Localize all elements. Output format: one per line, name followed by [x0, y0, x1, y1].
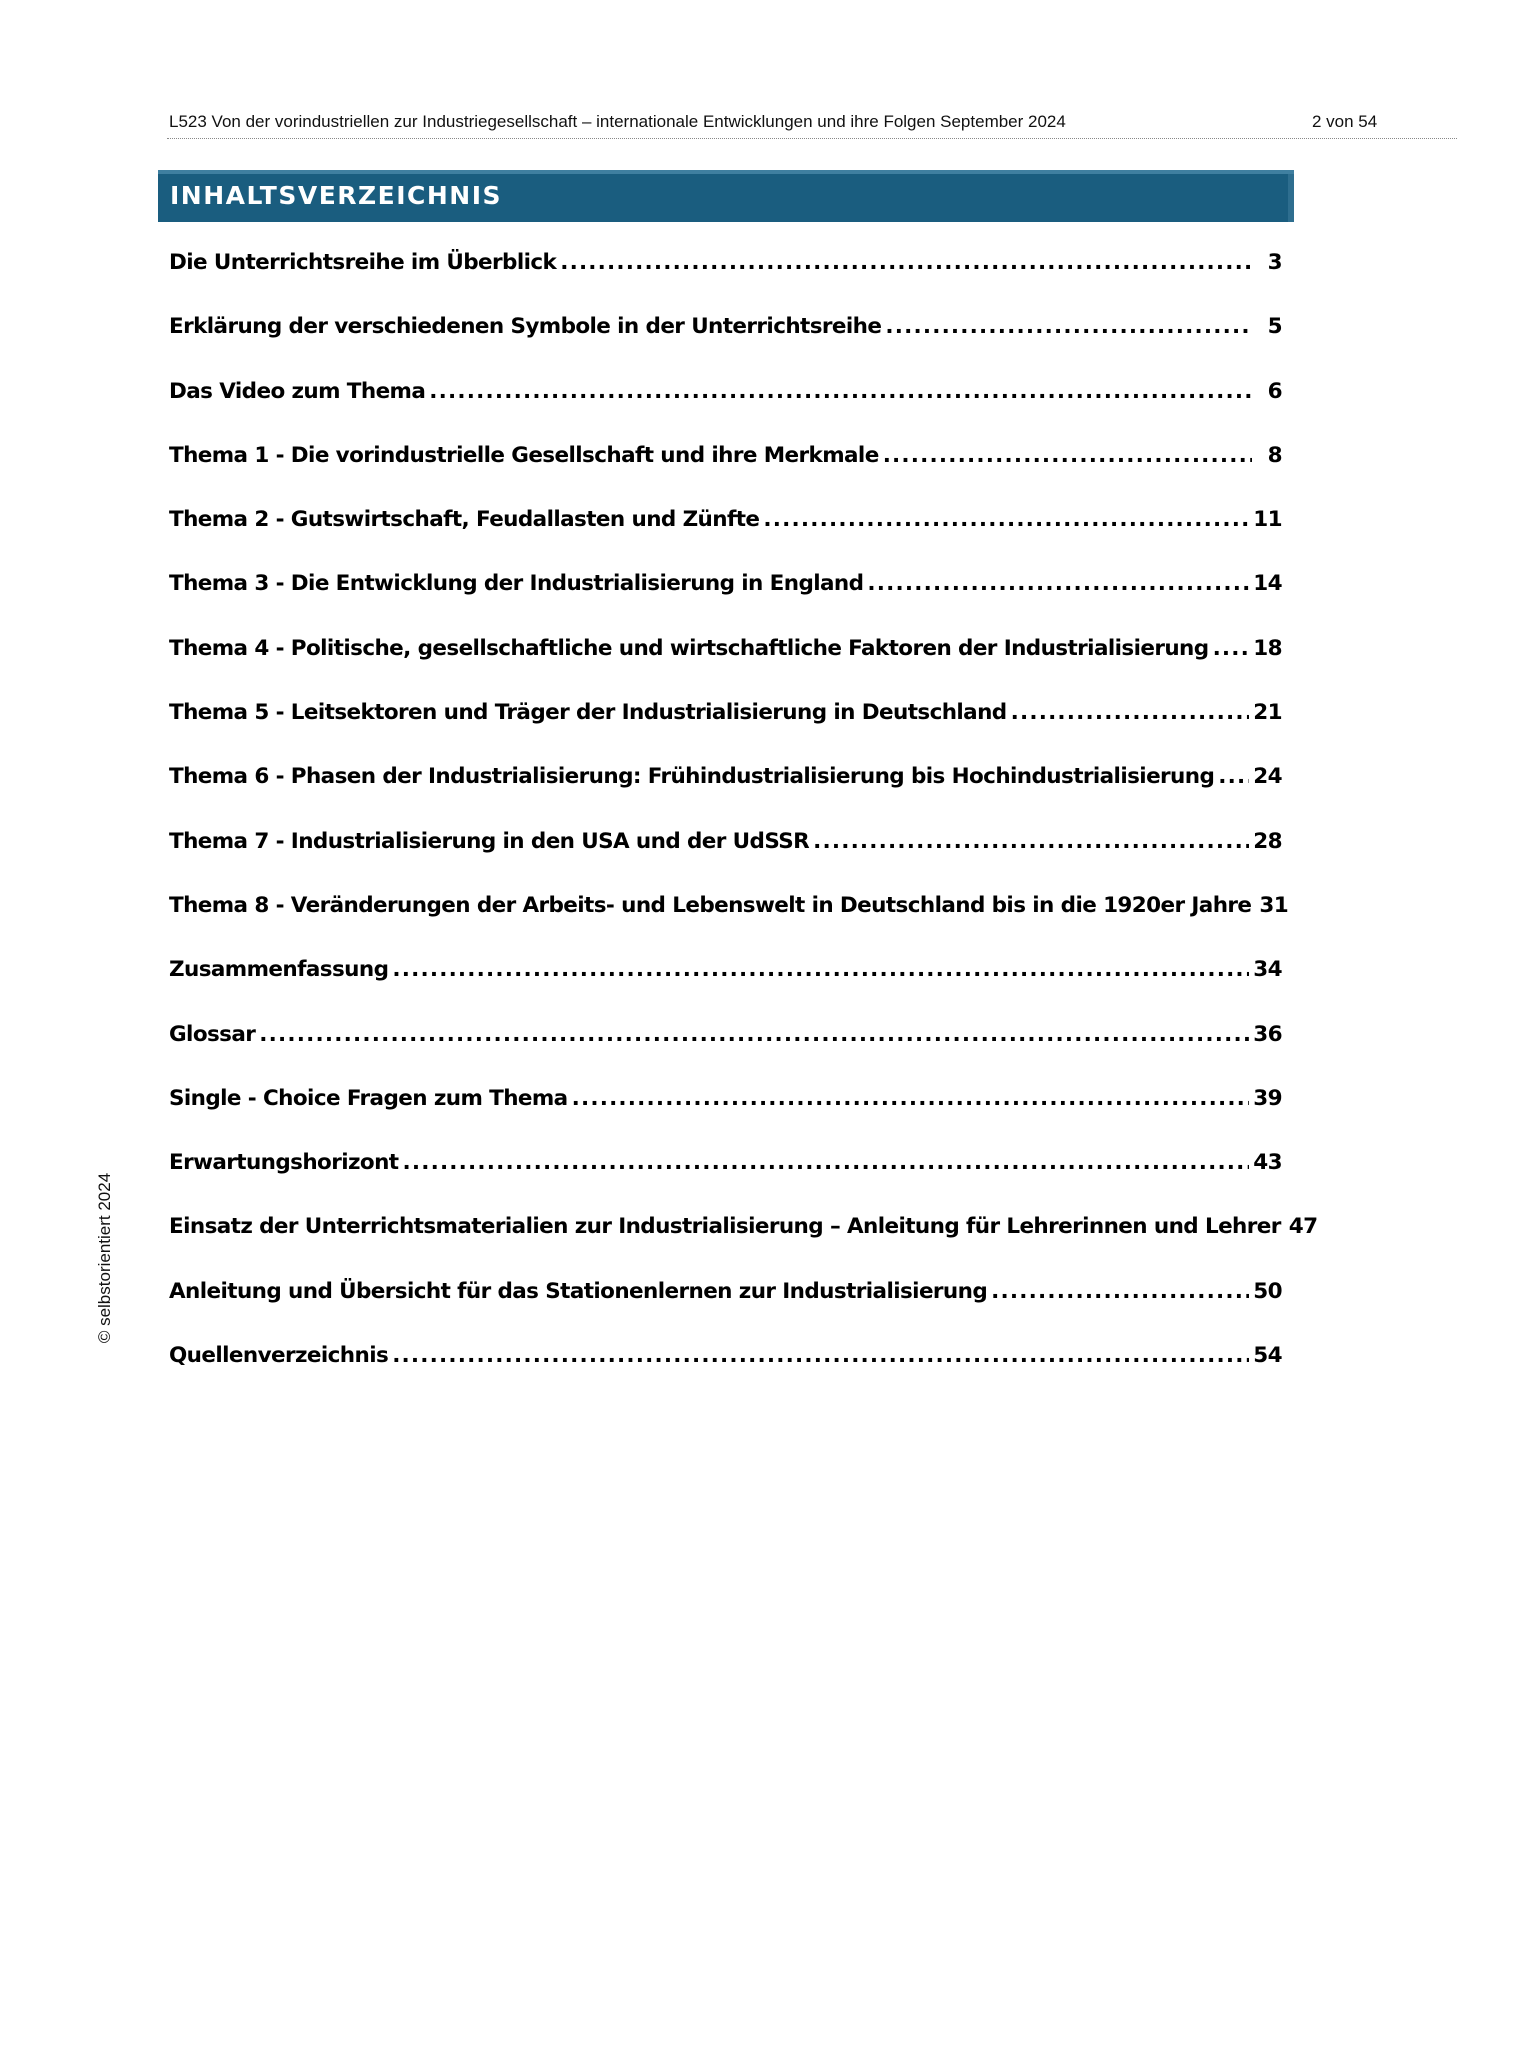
copyright-text: © selbstorientiert 2024 [95, 1172, 114, 1344]
toc-entry-page: 11 [1253, 507, 1282, 533]
toc-entry[interactable] [169, 1279, 1282, 1343]
dot-leader [1011, 700, 1250, 725]
toc-entry-page: 50 [1253, 1278, 1282, 1304]
page-header [167, 110, 1457, 139]
toc-entry-title: Die Unterrichtsreihe im Überblick [169, 250, 557, 275]
toc-entry-page: 39 [1253, 1085, 1282, 1111]
toc-entry[interactable] [169, 636, 1282, 700]
toc-entry[interactable] [169, 1343, 1282, 1407]
toc-entry-page: 54 [1253, 1343, 1282, 1369]
toc-entry-title: Single - Choice Fragen zum Thema [169, 1085, 568, 1111]
toc-entry-title: Thema 4 - Politische, gesellschaftliche und wirtschaftliche Faktoren der Industrialisierung [169, 635, 1209, 661]
dot-leader [1213, 636, 1250, 661]
dot-leader [402, 1150, 1249, 1175]
toc-entry[interactable] [169, 829, 1282, 893]
toc-entry-title: Thema 1 - Die vorindustrielle Gesellschaft und ihre Merkmale [169, 442, 879, 468]
toc-entry-page: 3 [1267, 250, 1282, 275]
toc-entry-page: 24 [1253, 764, 1282, 790]
toc-entry-title: Thema 6 - Phasen der Industrialisierung: Frühindustrialisierung bis Hochindustrialisierung [169, 764, 1215, 790]
toc-entry[interactable] [169, 571, 1282, 635]
toc-entry-page: 34 [1253, 957, 1282, 983]
dot-leader [429, 379, 1252, 404]
dot-leader [1218, 764, 1249, 789]
toc-entry-page: 31 [1259, 892, 1289, 918]
toc-entry[interactable] [169, 314, 1282, 378]
toc-entry-title: Erwartungshorizont [169, 1150, 399, 1176]
toc-heading-banner [158, 170, 1294, 222]
copyright-sidebar [93, 1160, 117, 1360]
toc-entry-title: Zusammenfassung [169, 957, 389, 983]
toc-entry-title: Das Video zum Thema [169, 378, 426, 404]
page-indicator: 2 von 54 [1312, 112, 1378, 131]
toc-entry-page: 8 [1267, 442, 1282, 468]
dot-leader [560, 250, 1252, 275]
toc-entry-title: Thema 5 - Leitsektoren und Träger der Industrialisierung in Deutschland [169, 700, 1007, 726]
toc-entry[interactable] [169, 1086, 1282, 1150]
toc-entry-title: Thema 2 - Gutswirtschaft, Feudallasten und Zünfte [169, 507, 760, 533]
dot-leader [883, 443, 1252, 468]
toc-entry-page: 18 [1253, 635, 1282, 661]
toc-entry[interactable] [169, 443, 1282, 507]
toc-entry-title: Thema 8 - Veränderungen der Arbeits- und Lebenswelt in Deutschland bis in die 1920er Jahre [169, 892, 1252, 918]
toc-entry[interactable] [169, 507, 1282, 571]
toc-entry-page: 5 [1267, 314, 1282, 340]
toc-entry-page: 43 [1253, 1150, 1282, 1176]
toc-entry-page: 14 [1253, 571, 1282, 597]
toc-heading: INHALTSVERZEICHNIS [170, 181, 503, 210]
document-title: L523 Von der vorindustriellen zur Industriegesellschaft – internationale Entwicklungen und ihre Folgen September 2024 [169, 112, 1066, 131]
toc-entry-page: 6 [1267, 378, 1282, 404]
dot-leader [885, 314, 1252, 339]
toc-entry-title: Anleitung und Übersicht für das Stationenlernen zur Industrialisierung [169, 1278, 988, 1304]
toc-entry[interactable] [169, 250, 1282, 314]
dot-leader [392, 1343, 1249, 1368]
toc-entry-page: 28 [1253, 828, 1282, 854]
table-of-contents [169, 250, 1318, 1407]
dot-leader [867, 571, 1249, 596]
toc-entry[interactable] [169, 1150, 1282, 1214]
dot-leader [763, 507, 1249, 532]
toc-entry-title: Erklärung der verschiedenen Symbole in der Unterrichtsreihe [169, 314, 882, 340]
toc-entry[interactable] [169, 764, 1282, 828]
toc-entry-title: Thema 3 - Die Entwicklung der Industrialisierung in England [169, 571, 864, 597]
dot-leader [392, 957, 1249, 982]
toc-entry[interactable] [169, 1214, 1318, 1278]
toc-entry[interactable] [169, 957, 1282, 1021]
toc-entry-title: Quellenverzeichnis [169, 1343, 389, 1369]
dot-leader [991, 1279, 1249, 1304]
toc-entry-title: Glossar [169, 1021, 256, 1047]
toc-entry-page: 21 [1253, 700, 1282, 726]
toc-entry[interactable] [169, 700, 1282, 764]
toc-entry[interactable] [169, 379, 1282, 443]
dot-leader [259, 1022, 1249, 1047]
toc-entry-title: Thema 7 - Industrialisierung in den USA und der UdSSR [169, 828, 810, 854]
toc-entry-page: 47 [1288, 1214, 1318, 1240]
dot-leader [813, 829, 1249, 854]
dot-leader [572, 1086, 1250, 1111]
toc-entry[interactable] [169, 1022, 1282, 1086]
toc-entry[interactable] [169, 892, 1289, 957]
toc-entry-page: 36 [1253, 1021, 1282, 1047]
toc-entry-title: Einsatz der Unterrichtsmaterialien zur Industrialisierung – Anleitung für Lehrerinnen und Lehrer [169, 1214, 1281, 1240]
